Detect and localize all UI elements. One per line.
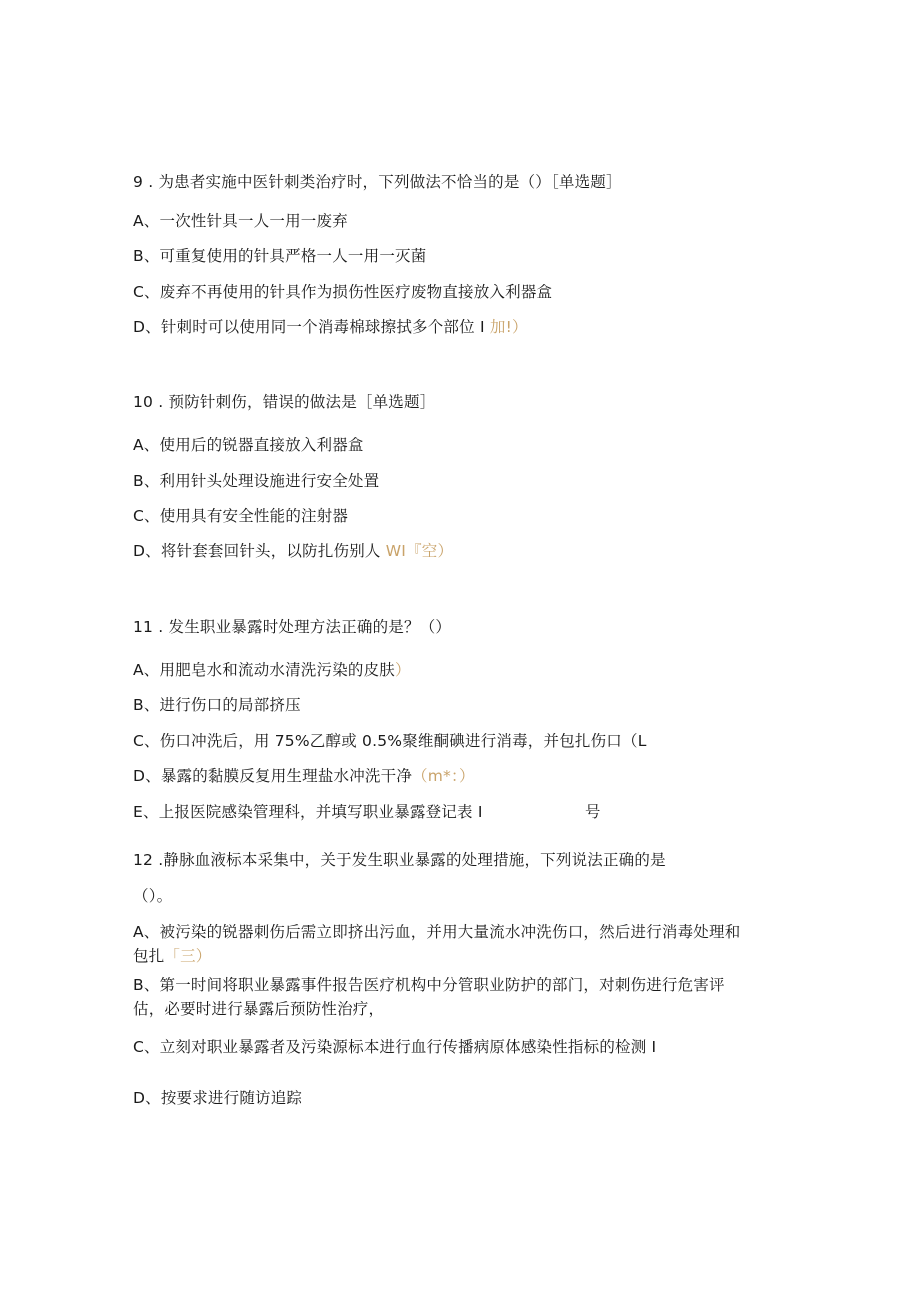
question-10-option-c: C、使用具有安全性能的注射器 bbox=[133, 507, 349, 525]
answer-mark: 「三） bbox=[164, 947, 212, 965]
option-text: A、用肥皂水和流动水清洗污染的皮肤 bbox=[133, 661, 396, 679]
answer-mark: ） bbox=[395, 661, 411, 679]
answer-mark: （m*：） bbox=[412, 767, 475, 785]
question-11-option-b: B、进行伤口的局部挤压 bbox=[133, 696, 301, 714]
question-9-stem: 9 . 为患者实施中医针刺类治疗时，下列做法不恰当的是（）［单选题］ bbox=[133, 173, 622, 191]
question-12-option-c: C、立刻对职业暴露者及污染源标本进行血行传播病原体感染性指标的检测 I bbox=[133, 1038, 657, 1056]
question-9-option-a: A、一次性针具一人一用一废弃 bbox=[133, 212, 348, 230]
question-10-option-b: B、利用针头处理设施进行安全处置 bbox=[133, 472, 380, 490]
question-9-option-c: C、废弃不再使用的针具作为损伤性医疗废物直接放入利器盒 bbox=[133, 283, 553, 301]
question-11-option-d bbox=[133, 765, 475, 787]
question-12-stem-cont: （）。 bbox=[133, 887, 173, 905]
question-12-stem: 12 .静脉血液标本采集中，关于发生职业暴露的处理措施，下列说法正确的是 bbox=[133, 851, 666, 869]
question-10-stem: 10 . 预防针刺伤，错误的做法是［单选题］ bbox=[133, 393, 436, 411]
question-9-option-d bbox=[133, 316, 528, 338]
question-11-option-e: E、上报医院感染管理科，并填写职业暴露登记表 I bbox=[133, 803, 483, 821]
question-11-option-c: C、伤口冲洗后，用 75%乙醇或 0.5%聚维酮碘进行消毒，并包扎伤口（L bbox=[133, 732, 647, 750]
answer-mark: 加!） bbox=[489, 318, 528, 336]
question-11-stem: 11 . 发生职业暴露时处理方法正确的是？（） bbox=[133, 618, 452, 636]
question-11-option-e-suffix: 号 bbox=[585, 803, 601, 821]
option-text: 包扎 bbox=[133, 947, 165, 965]
option-text: D、暴露的黏膜反复用生理盐水冲洗干净 bbox=[133, 767, 413, 785]
option-text: D、针刺时可以使用同一个消毒棉球擦拭多个部位 I bbox=[133, 318, 490, 336]
question-12-option-b: B、第一时间将职业暴露事件报告医疗机构中分管职业防护的部门，对刺伤进行危害评 bbox=[133, 976, 725, 994]
question-11-option-a bbox=[133, 659, 411, 681]
question-12-option-a: A、被污染的锐器刺伤后需立即挤出污血，并用大量流水冲洗伤口，然后进行消毒处理和 bbox=[133, 923, 741, 941]
question-10-option-a: A、使用后的锐器直接放入利器盒 bbox=[133, 436, 364, 454]
question-12-option-a-cont bbox=[133, 945, 212, 967]
question-12-option-b-cont: 估，必要时进行暴露后预防性治疗， bbox=[133, 1000, 385, 1018]
answer-mark: WI『空） bbox=[385, 542, 454, 560]
question-9-option-b: B、可重复使用的针具严格一人一用一灭菌 bbox=[133, 247, 427, 265]
option-text: D、将针套套回针头，以防扎伤别人 bbox=[133, 542, 386, 560]
question-12-option-d: D、按要求进行随访追踪 bbox=[133, 1089, 303, 1107]
question-10-option-d bbox=[133, 540, 453, 562]
